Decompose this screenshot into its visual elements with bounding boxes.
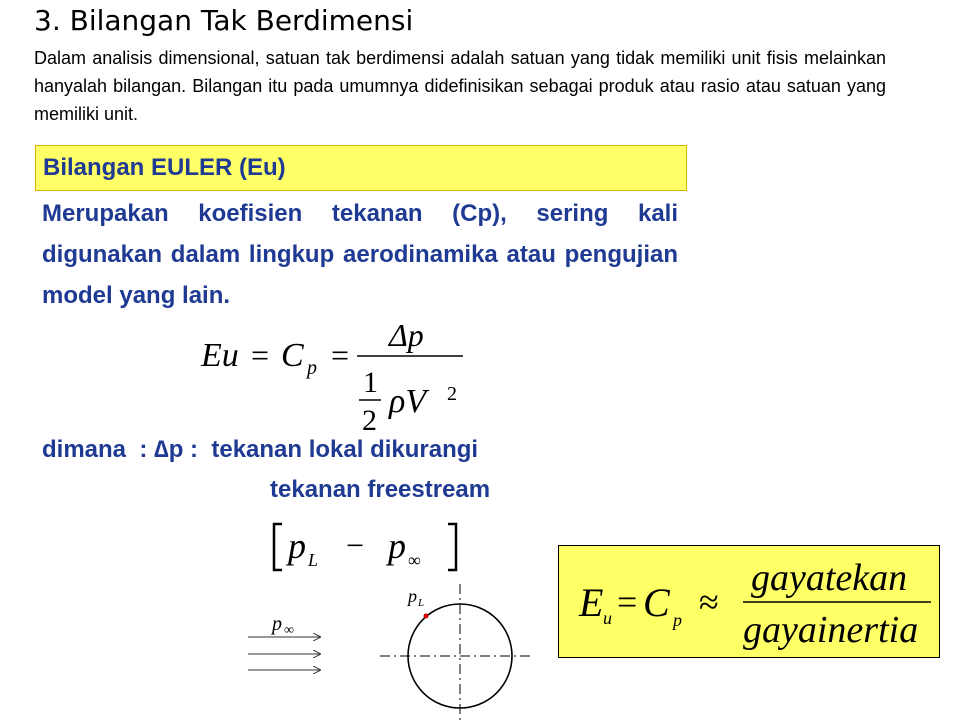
formula-one: 1 <box>363 366 378 399</box>
bracket-p-l: p <box>288 526 306 566</box>
p-inf-label: p <box>272 613 282 635</box>
p-l-label: p <box>408 586 417 606</box>
ratio-approx: ≈ <box>699 582 719 622</box>
ratio-c: C <box>643 580 670 625</box>
flow-cylinder-diagram <box>230 578 540 720</box>
ratio-p-sub: p <box>673 610 682 630</box>
ratio-u-sub: u <box>603 608 612 628</box>
pressure-difference-formula <box>268 520 468 576</box>
bracket-sub-l: L <box>308 550 319 570</box>
euler-formula <box>195 308 475 436</box>
slide-title: 3. Bilangan Tak Berdimensi <box>34 4 414 37</box>
bracket-minus: − <box>346 527 365 563</box>
euler-heading-box <box>35 145 687 191</box>
bracket-p-inf: p <box>388 526 406 566</box>
formula-square: 2 <box>447 383 457 405</box>
formula-c: C <box>281 337 304 374</box>
ratio-eq: = <box>617 582 638 622</box>
p-l-sub: L <box>418 597 425 609</box>
formula-eq-1: = <box>251 337 270 373</box>
ratio-formula-box <box>558 545 940 658</box>
ratio-denominator: gayainertia <box>743 609 919 651</box>
intro-paragraph: Dalam analisis dimensional, satuan tak berdimensi adalah satuan yang tidak memiliki unit fisis melainkan hanyalah bilangan. Bilangan itu pada umumnya didefinisikan sebagai produk atau rasio atau satuan yang memiliki unit. <box>34 48 886 124</box>
dimana-line-2: tekanan freestream <box>270 476 491 503</box>
ratio-e: E <box>579 580 604 625</box>
ratio-numerator: gayatekan <box>751 557 908 599</box>
ratio-formula <box>559 546 939 657</box>
formula-p-sub: p <box>307 357 317 379</box>
p-inf-sub: ∞ <box>284 623 294 638</box>
right-bracket <box>448 524 456 570</box>
formula-eq-2: = <box>331 337 350 373</box>
dimana-line-1: dimana : ∆p : tekanan lokal dikurangi <box>42 436 479 463</box>
pressure-point <box>424 614 429 619</box>
euler-heading: Bilangan EULER (Eu) <box>43 154 286 181</box>
euler-description: Merupakan koefisien tekanan (Cp), sering kali digunakan dalam lingkup aerodinamika atau pengujian model yang lain. <box>42 200 678 309</box>
formula-eu: Eu <box>201 337 239 374</box>
formula-two: 2 <box>362 404 377 436</box>
formula-rho-v: ρV <box>389 383 427 420</box>
left-bracket <box>274 524 282 570</box>
bracket-sub-inf: ∞ <box>408 550 421 570</box>
formula-delta-p: Δp <box>389 317 424 353</box>
